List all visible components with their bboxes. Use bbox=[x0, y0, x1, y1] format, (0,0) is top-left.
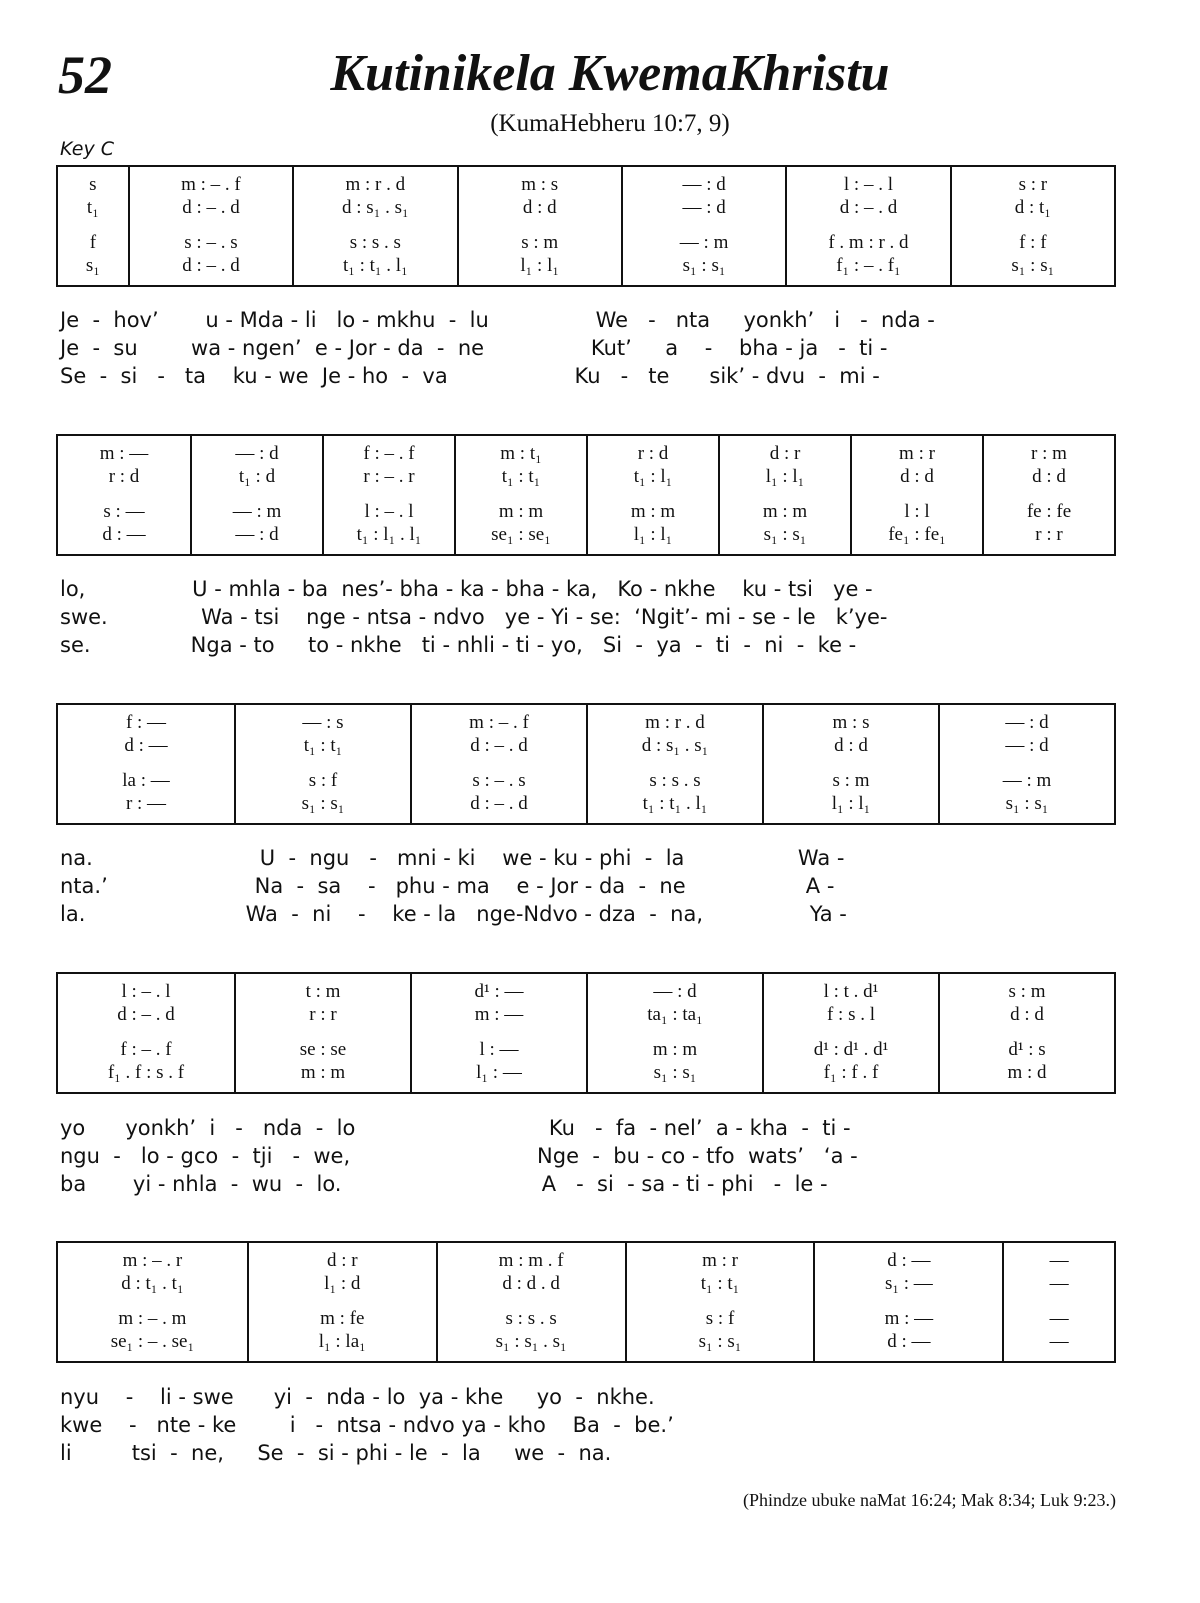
tenor-notes: s : f bbox=[705, 1308, 735, 1329]
lyrics-block bbox=[60, 306, 1116, 390]
tenor-notes: m : m bbox=[652, 1039, 698, 1060]
lyric-verse-1: yo yonkh’ i - nda - lo Ku - fa - nel’ a - kha - ti - bbox=[60, 1116, 851, 1140]
bass-notes: se₁ : – . se₁ bbox=[110, 1331, 195, 1352]
soprano-notes: m : s bbox=[832, 712, 870, 733]
bass-notes: s₁ : s₁ bbox=[763, 524, 807, 545]
lyric-verse-1: na. U - ngu - mni - ki we - ku - phi - la Wa - bbox=[60, 846, 845, 870]
bass-notes: s₁ : s₁ bbox=[1011, 255, 1055, 276]
bass-notes: l₁ : l₁ bbox=[520, 255, 559, 276]
alto-notes: d : d bbox=[1032, 466, 1066, 487]
tenor-notes: m : — bbox=[884, 1308, 934, 1329]
soprano-notes: r : d bbox=[637, 443, 669, 464]
soprano-notes: m : – . f bbox=[181, 174, 241, 195]
bass-notes: s₁ : s₁ bbox=[698, 1331, 742, 1352]
bass-notes: t₁ : t₁ . l₁ bbox=[642, 793, 708, 814]
soprano-notes: f : – . f bbox=[363, 443, 415, 464]
lyric-verse-2: kwe - nte - ke i - ntsa - ndvo ya - kho Ba - be.’ bbox=[60, 1413, 674, 1437]
bass-notes: s₁ : s₁ . s₁ bbox=[495, 1331, 567, 1352]
alto-notes: t₁ : t₁ bbox=[700, 1273, 740, 1294]
staff-system bbox=[56, 1241, 1116, 1363]
measure bbox=[190, 436, 322, 554]
alto-notes: r : r bbox=[309, 1004, 337, 1025]
lyric-verse-3: Se - si - ta ku - we Je - ho - va Ku - te sik’ - dvu - mi - bbox=[60, 364, 880, 388]
tenor-notes: m : – . m bbox=[118, 1308, 187, 1329]
bass-notes: — bbox=[1049, 1331, 1069, 1352]
lyrics-block bbox=[60, 844, 1116, 928]
measure bbox=[58, 436, 190, 554]
alto-notes: l₁ : l₁ bbox=[765, 466, 805, 487]
soprano-notes: m : — bbox=[99, 443, 149, 464]
soprano-notes: s : m bbox=[1008, 981, 1046, 1002]
alto-notes: d : t₁ . t₁ bbox=[121, 1273, 184, 1294]
tenor-notes: s : m bbox=[832, 770, 870, 791]
measure bbox=[938, 705, 1114, 823]
tenor-notes: m : m bbox=[498, 501, 544, 522]
tenor-notes: — bbox=[1049, 1308, 1069, 1329]
measure bbox=[586, 705, 762, 823]
tenor-notes: fe : fe bbox=[1026, 501, 1072, 522]
measure bbox=[234, 705, 410, 823]
measure bbox=[586, 974, 762, 1092]
measure bbox=[813, 1243, 1002, 1361]
bass-notes: l₁ : — bbox=[476, 1062, 522, 1083]
measure bbox=[586, 436, 718, 554]
alto-notes: t₁ bbox=[86, 197, 99, 218]
measure bbox=[457, 167, 621, 285]
scripture-reference: (KumaHebheru 10:7, 9) bbox=[490, 110, 730, 137]
bass-notes: fe₁ : fe₁ bbox=[888, 524, 946, 545]
measure bbox=[58, 1243, 247, 1361]
alto-notes: d : d bbox=[1010, 1004, 1044, 1025]
bass-notes: f₁ : – . f₁ bbox=[836, 255, 901, 276]
tenor-notes: s : — bbox=[103, 501, 145, 522]
bass-notes: l₁ : l₁ bbox=[831, 793, 871, 814]
tenor-notes: s : – . s bbox=[472, 770, 526, 791]
soprano-notes: m : t₁ bbox=[500, 443, 542, 464]
measure bbox=[410, 974, 586, 1092]
lyric-verse-2: Je - su wa - ngen’ e - Jor - da - ne Kut’ a - bha - ja - ti - bbox=[60, 336, 888, 360]
lyric-verse-2: nta.’ Na - sa - phu - ma e - Jor - da - ne A - bbox=[60, 874, 835, 898]
soprano-notes: t : m bbox=[305, 981, 341, 1002]
alto-notes: f : s . l bbox=[826, 1004, 876, 1025]
measure bbox=[762, 705, 938, 823]
hymn-title: Kutinikela KwemaKhristu bbox=[330, 45, 890, 102]
tenor-notes: s : s . s bbox=[505, 1308, 557, 1329]
bass-notes: f₁ . f : s . f bbox=[107, 1062, 185, 1083]
soprano-notes: d : — bbox=[887, 1250, 931, 1271]
alto-notes: d : — bbox=[124, 735, 168, 756]
tenor-notes: d¹ : d¹ . d¹ bbox=[813, 1039, 889, 1060]
alto-notes: t₁ : t₁ bbox=[303, 735, 343, 756]
measure bbox=[625, 1243, 814, 1361]
lyrics-block bbox=[60, 575, 1116, 659]
lyrics-block bbox=[60, 1114, 1116, 1198]
staff-system bbox=[56, 434, 1116, 556]
lyric-verse-3: ba yi - nhla - wu - lo. A - si - sa - ti - phi - le - bbox=[60, 1172, 828, 1196]
tenor-notes: f . m : r . d bbox=[828, 232, 909, 253]
soprano-notes: s bbox=[89, 174, 97, 195]
soprano-notes: f : — bbox=[125, 712, 167, 733]
staff-system bbox=[56, 165, 1116, 287]
measure bbox=[58, 974, 234, 1092]
measure bbox=[234, 974, 410, 1092]
tenor-notes: m : fe bbox=[320, 1308, 365, 1329]
bass-notes: s₁ : s₁ bbox=[1005, 793, 1049, 814]
alto-notes: m : — bbox=[474, 1004, 524, 1025]
soprano-notes: m : r bbox=[702, 1250, 738, 1271]
soprano-notes: — bbox=[1049, 1250, 1069, 1271]
measure bbox=[1002, 1243, 1114, 1361]
alto-notes: — : d bbox=[682, 197, 726, 218]
soprano-notes: m : r bbox=[899, 443, 935, 464]
lyric-verse-3: li tsi - ne, Se - si - phi - le - la we - na. bbox=[60, 1441, 612, 1465]
bass-notes: — : d bbox=[235, 524, 279, 545]
tenor-notes: l : — bbox=[479, 1039, 519, 1060]
tenor-notes: s : m bbox=[521, 232, 559, 253]
alto-notes: d : – . d bbox=[470, 735, 528, 756]
alto-notes: d : s₁ . s₁ bbox=[641, 735, 709, 756]
tenor-notes: se : se bbox=[299, 1039, 347, 1060]
alto-notes: t₁ : t₁ bbox=[501, 466, 541, 487]
soprano-notes: s : r bbox=[1018, 174, 1048, 195]
alto-notes: r : d bbox=[108, 466, 140, 487]
tenor-notes: s : – . s bbox=[184, 232, 238, 253]
lyric-verse-3: se. Nga - to to - nkhe ti - nhli - ti - yo, Si - ya - ti - ni - ke - bbox=[60, 633, 857, 657]
lyric-verse-1: lo, U - mhla - ba nes’- bha - ka - bha - ka, Ko - nkhe ku - tsi ye - bbox=[60, 577, 873, 601]
bass-notes: d : – . d bbox=[470, 793, 528, 814]
soprano-notes: l : – . l bbox=[843, 174, 893, 195]
soprano-notes: — : d bbox=[653, 981, 697, 1002]
alto-notes: d : d bbox=[522, 197, 557, 218]
alto-notes: d : – . d bbox=[182, 197, 240, 218]
measure bbox=[850, 436, 982, 554]
alto-notes: d : t₁ bbox=[1014, 197, 1051, 218]
tenor-notes: s : s . s bbox=[649, 770, 701, 791]
soprano-notes: m : – . f bbox=[469, 712, 529, 733]
bass-notes: t₁ : l₁ . l₁ bbox=[356, 524, 422, 545]
lyric-verse-1: Je - hov’ u - Mda - li lo - mkhu - lu We - nta yonkh’ i - nda - bbox=[60, 308, 935, 332]
tenor-notes: f bbox=[89, 232, 97, 253]
alto-notes: t₁ : l₁ bbox=[633, 466, 673, 487]
alto-notes: d : d bbox=[834, 735, 868, 756]
tenor-notes: l : – . l bbox=[364, 501, 414, 522]
measure bbox=[621, 167, 785, 285]
soprano-notes: — : d bbox=[682, 174, 726, 195]
alto-notes: s₁ : — bbox=[884, 1273, 933, 1294]
tenor-notes: — : m bbox=[232, 501, 282, 522]
bass-notes: s₁ : s₁ bbox=[682, 255, 726, 276]
soprano-notes: m : r . d bbox=[345, 174, 406, 195]
alto-notes: r : – . r bbox=[363, 466, 415, 487]
bass-notes: r : — bbox=[125, 793, 167, 814]
measure bbox=[58, 705, 234, 823]
tenor-notes: — : m bbox=[1002, 770, 1052, 791]
bass-notes: r : r bbox=[1035, 524, 1063, 545]
lyric-verse-1: nyu - li - swe yi - nda - lo ya - khe yo - nkhe. bbox=[60, 1385, 655, 1409]
tenor-notes: s : s . s bbox=[349, 232, 401, 253]
lyric-verse-3: la. Wa - ni - ke - la nge-Ndvo - dza - na, Ya - bbox=[60, 902, 847, 926]
tenor-notes: — : m bbox=[679, 232, 729, 253]
staff-system bbox=[56, 972, 1116, 1094]
measure bbox=[454, 436, 586, 554]
lyric-verse-2: ngu - lo - gco - tji - we, Nge - bu - co - tfo wats’ ‘a - bbox=[60, 1144, 858, 1168]
soprano-notes: m : r . d bbox=[645, 712, 705, 733]
bass-notes: d : — bbox=[887, 1331, 931, 1352]
bass-notes: m : m bbox=[300, 1062, 346, 1083]
tenor-notes: f : – . f bbox=[120, 1039, 172, 1060]
alto-notes: l₁ : d bbox=[324, 1273, 361, 1294]
alto-notes: d : s₁ . s₁ bbox=[342, 197, 409, 218]
soprano-notes: m : s bbox=[521, 174, 559, 195]
tenor-notes: l : l bbox=[904, 501, 930, 522]
tenor-notes: s : f bbox=[308, 770, 338, 791]
soprano-notes: m : – . r bbox=[122, 1250, 183, 1271]
soprano-notes: l : t . d¹ bbox=[823, 981, 879, 1002]
measure bbox=[128, 167, 292, 285]
measure bbox=[410, 705, 586, 823]
footnote: (Phindze ubuke naMat 16:24; Mak 8:34; Luk 9:23.) bbox=[743, 1490, 1116, 1510]
measure bbox=[718, 436, 850, 554]
measure bbox=[436, 1243, 625, 1361]
measure bbox=[938, 974, 1114, 1092]
bass-notes: d : — bbox=[102, 524, 146, 545]
bass-notes: s₁ : s₁ bbox=[653, 1062, 697, 1083]
alto-notes: ta₁ : ta₁ bbox=[647, 1004, 703, 1025]
bass-notes: l₁ : la₁ bbox=[318, 1331, 366, 1352]
tenor-notes: m : m bbox=[762, 501, 808, 522]
tenor-notes: m : m bbox=[630, 501, 676, 522]
alto-notes: d : – . d bbox=[839, 197, 898, 218]
hymn-number: 52 bbox=[58, 45, 112, 105]
measure bbox=[762, 974, 938, 1092]
soprano-notes: r : m bbox=[1031, 443, 1067, 464]
soprano-notes: — : s bbox=[302, 712, 344, 733]
alto-notes: — bbox=[1049, 1273, 1069, 1294]
alto-notes: — : d bbox=[1005, 735, 1049, 756]
soprano-notes: l : – . l bbox=[121, 981, 171, 1002]
measure bbox=[292, 167, 456, 285]
soprano-notes: d¹ : — bbox=[474, 981, 524, 1002]
alto-notes: d : – . d bbox=[117, 1004, 175, 1025]
alto-notes: d : d bbox=[900, 466, 934, 487]
bass-notes: s₁ bbox=[85, 255, 100, 276]
alto-notes: d : d . d bbox=[502, 1273, 560, 1294]
soprano-notes: — : d bbox=[235, 443, 279, 464]
bass-notes: f₁ : f . f bbox=[823, 1062, 879, 1083]
lyric-verse-2: swe. Wa - tsi nge - ntsa - ndvo ye - Yi - se: ‘Ngit’- mi - se - le k’ye- bbox=[60, 605, 888, 629]
measure bbox=[982, 436, 1114, 554]
soprano-notes: d : r bbox=[769, 443, 801, 464]
tenor-notes: d¹ : s bbox=[1008, 1039, 1046, 1060]
soprano-notes: m : m . f bbox=[498, 1250, 564, 1271]
alto-notes: t₁ : d bbox=[238, 466, 276, 487]
measure bbox=[247, 1243, 436, 1361]
staff-system bbox=[56, 703, 1116, 825]
measure bbox=[58, 167, 128, 285]
tenor-notes: la : — bbox=[122, 770, 170, 791]
measure bbox=[322, 436, 454, 554]
tenor-notes: f : f bbox=[1019, 232, 1047, 253]
lyrics-block bbox=[60, 1383, 1116, 1467]
bass-notes: m : d bbox=[1007, 1062, 1047, 1083]
bass-notes: t₁ : t₁ . l₁ bbox=[342, 255, 408, 276]
key-signature: Key C bbox=[60, 138, 115, 160]
bass-notes: d : – . d bbox=[182, 255, 240, 276]
bass-notes: s₁ : s₁ bbox=[301, 793, 345, 814]
soprano-notes: — : d bbox=[1005, 712, 1049, 733]
soprano-notes: d : r bbox=[326, 1250, 358, 1271]
bass-notes: se₁ : se₁ bbox=[491, 524, 551, 545]
measure bbox=[785, 167, 949, 285]
measure bbox=[950, 167, 1114, 285]
bass-notes: l₁ : l₁ bbox=[633, 524, 673, 545]
